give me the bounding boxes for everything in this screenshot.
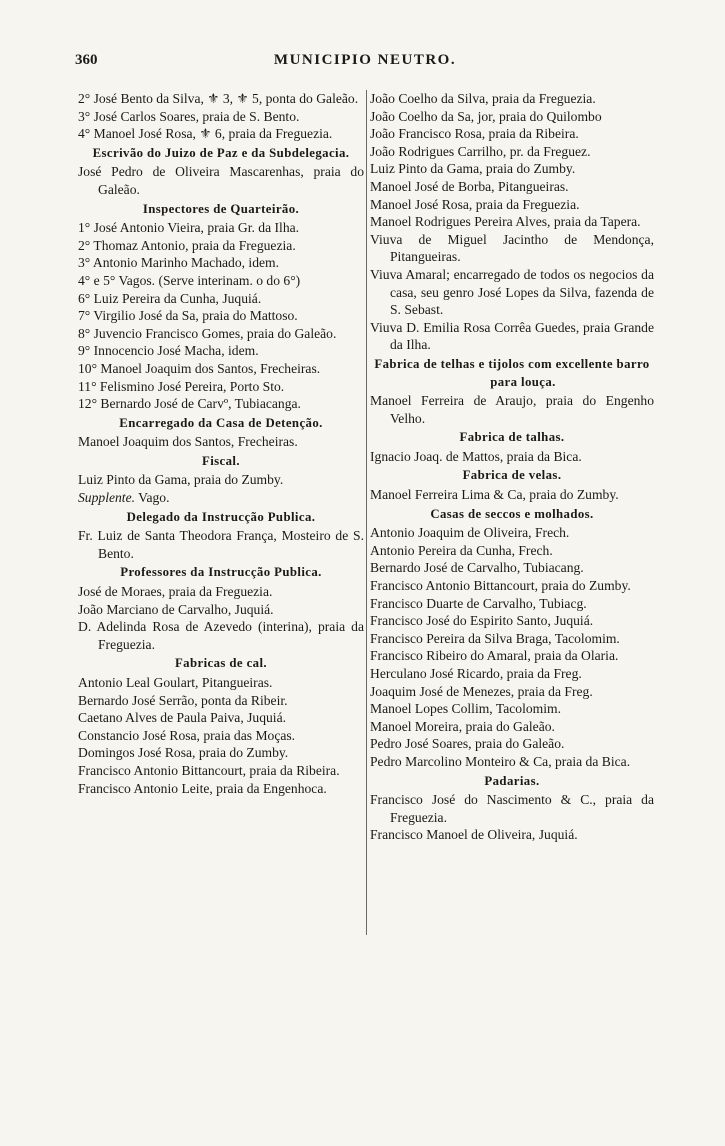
directory-entry: Francisco Duarte de Carvalho, Tubiacg. (370, 595, 587, 611)
directory-entry: Manoel Ferreira Lima & Ca, praia do Zumby. (370, 487, 619, 503)
directory-entry: Ignacio Joaq. de Mattos, praia da Bica. (370, 448, 582, 464)
entry-label: Supplente. (78, 490, 136, 506)
directory-entry: João Rodrigues Carrilho, pr. da Freguez. (370, 143, 591, 159)
section-heading: Inspectores de Quarteirão. (142, 201, 300, 216)
directory-entry: Joaquim José de Menezes, praia da Freg. (370, 683, 593, 699)
directory-entry: Francisco Manoel de Oliveira, Juquiá. (370, 827, 578, 843)
page-number: 360 (75, 52, 98, 68)
directory-entry: 3° José Carlos Soares, praia de S. Bento. (78, 108, 300, 124)
directory-entry: 2° José Bento da Silva, ⚜ 3, ⚜ 5, ponta do Galeão. (78, 91, 359, 106)
directory-entry: 11° Felismino José Pereira, Porto Sto. (78, 378, 285, 394)
section-heading: Encarregado da Casa de Detenção. (119, 415, 323, 430)
directory-entry: Francisco Antonio Bittancourt, praia da Ribeira. (78, 762, 340, 778)
section-heading: Escrivão do Juizo de Paz e da Subdelegacia. (92, 145, 350, 160)
directory-entry: Luiz Pinto da Gama, praia do Zumby. (370, 161, 576, 177)
directory-entry: Domingos José Rosa, praia do Zumby. (78, 745, 289, 761)
directory-entry: Bernardo José de Carvalho, Tubiacang. (370, 560, 584, 576)
directory-entry: Manoel Rodrigues Pereira Alves, praia da Tapera. (370, 214, 641, 230)
directory-entry: Manoel Joaquim dos Santos, Frecheiras. (78, 434, 298, 450)
directory-entry: Francisco Antonio Bittancourt, praia do Zumby. (370, 578, 631, 594)
directory-entry: João Francisco Rosa, praia da Ribeira. (370, 126, 579, 142)
directory-entry (78, 489, 364, 507)
directory-entry: José de Moraes, praia da Freguezia. (78, 584, 273, 600)
directory-entry: Viuva Amaral; encarregado de todos os negocios da casa, seu genro José Lopes da Silva, fazenda de S. Sebast. (370, 266, 654, 318)
directory-entry: Caetano Alves de Paula Paiva, Juquiá. (78, 710, 287, 726)
directory-entry: Francisco José do Nascimento & C., praia da Freguezia. (370, 792, 654, 825)
directory-entry: 1° José Antonio Vieira, praia Gr. da Ilha. (78, 220, 300, 236)
directory-entry: 7° Virgilio José da Sa, praia do Mattoso. (78, 308, 298, 324)
directory-entry: Manoel José de Borba, Pitangueiras. (370, 178, 569, 194)
directory-entry: 12° Bernardo José de Carvº, Tubiacanga. (78, 396, 301, 412)
running-title: MUNICIPIO NEUTRO. (273, 52, 457, 68)
section-heading: Fabrica de talhas. (459, 430, 565, 445)
left-column (78, 90, 364, 797)
right-column (370, 90, 654, 844)
directory-entry: João Coelho da Silva, praia da Freguezia. (370, 91, 596, 106)
entry-text: Vago. (135, 490, 170, 506)
directory-entry: 4° Manoel José Rosa, ⚜ 6, praia da Freguezia. (78, 126, 333, 142)
section-heading: Fiscal. (202, 453, 240, 468)
section-heading: Fabricas de cal. (174, 656, 268, 671)
directory-entry: Antonio Joaquim de Oliveira, Frech. (370, 525, 570, 541)
column-divider (366, 90, 367, 935)
directory-entry: 2° Thomaz Antonio, praia da Freguezia. (78, 237, 296, 253)
directory-entry: 9° Innocencio José Macha, idem. (78, 343, 259, 359)
directory-entry: Francisco Antonio Leite, praia da Engenhoca. (78, 780, 327, 796)
directory-entry: Viuva D. Emilia Rosa Corrêa Guedes, praia Grande da Ilha. (370, 319, 654, 353)
page-header (75, 52, 655, 76)
directory-entry: Bernardo José Serrão, ponta da Ribeir. (78, 692, 288, 708)
directory-entry: Francisco José do Espirito Santo, Juquiá. (370, 613, 594, 629)
directory-entry: 10° Manoel Joaquim dos Santos, Frecheiras. (78, 360, 321, 376)
section-heading: Professores da Instrucção Publica. (120, 565, 322, 580)
directory-entry: 8° Juvencio Francisco Gomes, praia do Galeão. (78, 325, 337, 341)
directory-entry: Fr. Luiz de Santa Theodora França, Mosteiro de S. Bento. (78, 528, 364, 561)
directory-entry: Constancio José Rosa, praia das Moças. (78, 727, 296, 743)
directory-entry: 3° Antonio Marinho Machado, idem. (78, 255, 280, 271)
directory-entry: Pedro José Soares, praia do Galeão. (370, 736, 565, 752)
directory-entry: Manoel Lopes Collim, Tacolomim. (370, 701, 561, 717)
section-heading: Casas de seccos e molhados. (430, 506, 594, 521)
section-heading: Padarias. (484, 773, 540, 788)
directory-entry: José Pedro de Oliveira Mascarenhas, praia do Galeão. (78, 164, 364, 197)
directory-entry: 4° e 5° Vagos. (Serve interinam. o do 6°) (78, 272, 301, 288)
directory-entry: D. Adelinda Rosa de Azevedo (interina), praia da Freguezia. (78, 619, 364, 652)
directory-entry: Luiz Pinto da Gama, praia do Zumby. (78, 472, 284, 488)
directory-entry: Francisco Pereira da Silva Braga, Tacolomim. (370, 630, 620, 646)
directory-entry: Antonio Pereira da Cunha, Frech. (370, 542, 553, 558)
directory-entry: Manoel Ferreira de Araujo, praia do Engenho Velho. (370, 393, 654, 426)
directory-entry: João Coelho da Sa, jor, praia do Quilombo (370, 108, 602, 124)
section-heading: Delegado da Instrucção Publica. (126, 509, 316, 524)
directory-entry: Viuva de Miguel Jacintho de Mendonça, Pitangueiras. (370, 231, 654, 265)
directory-entry: Pedro Marcolino Monteiro & Ca, praia da Bica. (370, 753, 631, 769)
section-heading: Fabrica de telhas e tijolos com excellente barro para louça. (374, 356, 650, 389)
directory-entry: Manoel Moreira, praia do Galeão. (370, 718, 555, 734)
directory-entry: João Marciano de Carvalho, Juquiá. (78, 601, 274, 617)
directory-entry: Herculano José Ricardo, praia da Freg. (370, 666, 582, 681)
directory-entry: Manoel José Rosa, praia da Freguezia. (370, 196, 580, 212)
directory-entry: Antonio Leal Goulart, Pitangueiras. (78, 675, 273, 690)
section-heading: Fabrica de velas. (462, 468, 562, 483)
directory-entry: Francisco Ribeiro do Amaral, praia da Olaria. (370, 648, 619, 664)
directory-entry: 6° Luiz Pereira da Cunha, Juquiá. (78, 290, 262, 306)
